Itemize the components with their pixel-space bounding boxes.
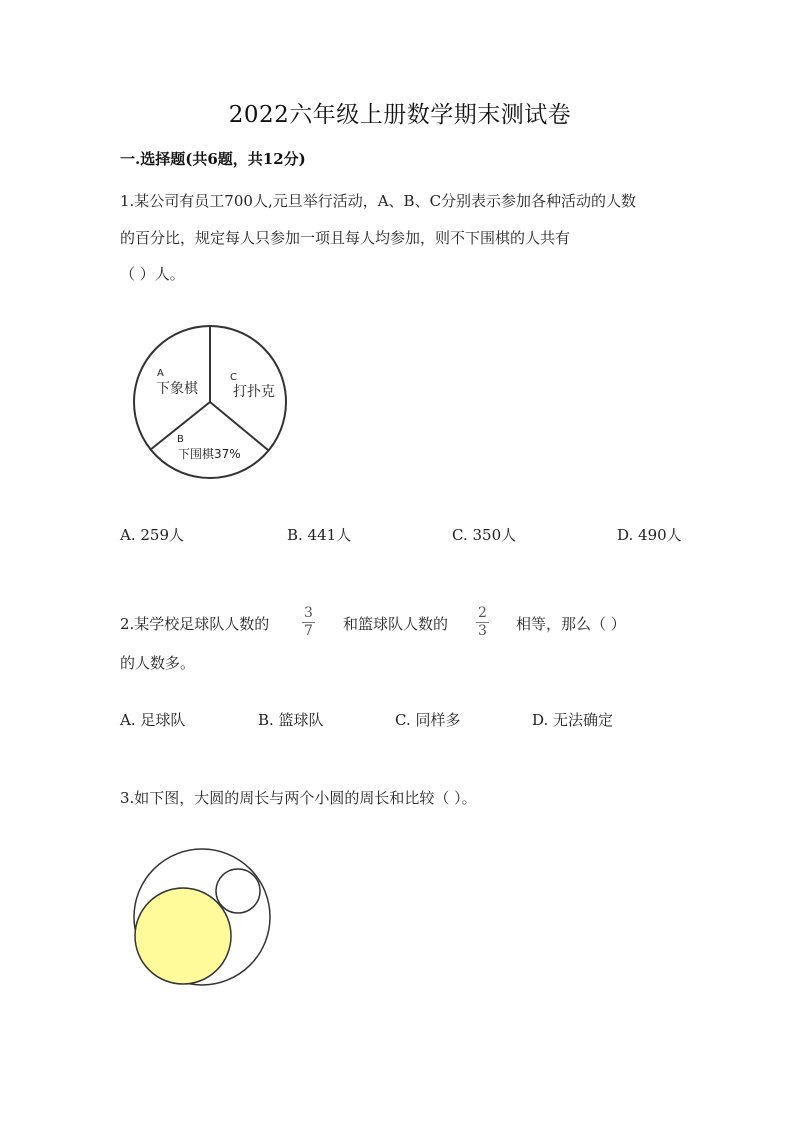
section-heading: 一.选择题(共6题，共12分) <box>120 150 306 168</box>
q2-option-d[interactable]: D. 无法确定 <box>532 711 614 729</box>
q2-text-part1: 2.某学校足球队人数的 <box>120 615 270 633</box>
pie-label-b: 下围棋37% <box>178 447 241 461</box>
pie-label-c: 打扑克 <box>233 384 275 400</box>
fraction-denominator: 7 <box>304 623 313 639</box>
q2-option-c[interactable]: C. 同样多 <box>395 711 461 729</box>
fraction-numerator: 3 <box>304 605 313 621</box>
q1-text-line3: （ ）人。 <box>120 265 185 283</box>
pie-letter-c: C <box>230 372 237 383</box>
pie-letter-a: A <box>157 368 164 379</box>
q2-text-part3: 相等，那么（ ） <box>516 615 626 633</box>
q1-option-c[interactable]: C. 350人 <box>452 526 517 544</box>
q3-circle-diagram <box>126 846 286 986</box>
q1-option-d[interactable]: D. 490人 <box>617 526 682 544</box>
small-circle-white <box>216 869 260 913</box>
q2-fraction-2-3 <box>476 605 489 640</box>
q3-text: 3.如下图，大圆的周长与两个小圆的周长和比较（ ）。 <box>120 789 477 807</box>
q1-option-a[interactable]: A. 259人 <box>120 526 184 544</box>
q2-text-part2: 和篮球队人数的 <box>343 615 449 633</box>
pie-divider-right <box>210 402 268 450</box>
pie-letter-b: B <box>177 434 184 445</box>
fraction-denominator: 3 <box>478 623 487 639</box>
q1-pie-chart <box>130 320 290 480</box>
q2-fraction-3-7 <box>302 605 315 640</box>
q2-text-line2: 的人数多。 <box>120 654 196 672</box>
fraction-numerator: 2 <box>478 605 487 621</box>
q2-option-a[interactable]: A. 足球队 <box>120 711 186 729</box>
q2-option-b[interactable]: B. 篮球队 <box>258 711 324 729</box>
q1-text-line1: 1.某公司有员工700人,元旦举行活动，A、B、C分别表示参加各种活动的人数 <box>120 192 637 210</box>
pie-label-a: 下象棋 <box>156 381 198 397</box>
page-title: 2022六年级上册数学期末测试卷 <box>228 102 572 128</box>
small-circle-yellow <box>135 888 231 984</box>
q1-text-line2: 的百分比，规定每人只参加一项且每人均参加，则不下围棋的人共有 <box>120 229 571 247</box>
q1-option-b[interactable]: B. 441人 <box>287 526 352 544</box>
